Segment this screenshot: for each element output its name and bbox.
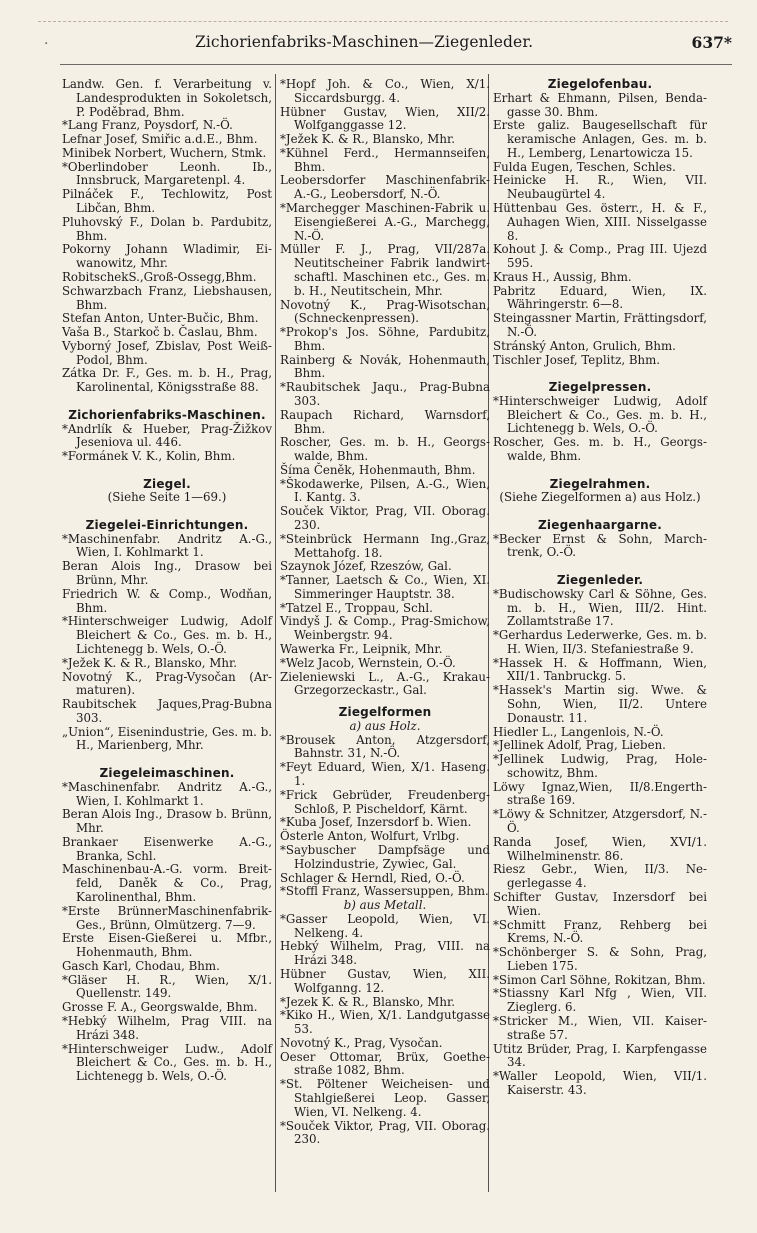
directory-entry: Gasch Karl, Chodau, Bhm. bbox=[62, 958, 220, 973]
column-right bbox=[493, 78, 707, 1098]
directory-entry: Roscher, Ges. m. b. H., Georgswalde, Bhm. bbox=[280, 435, 490, 464]
directory-entry: Tischler Josef, Teplitz, Bhm. bbox=[493, 352, 661, 367]
directory-entry: *Oberlindober Leonh. Ib., Innsbruck, Margaretenpl. 4. bbox=[62, 159, 272, 188]
page-header bbox=[60, 33, 732, 55]
section-heading: Ziegelformen bbox=[338, 705, 432, 720]
directory-entry: *Frick Gebrüder, Freudenberg-Schloß, P. Pischeldorf, Kärnt. bbox=[280, 787, 490, 816]
directory-entry: *Tatzel E., Troppau, Schl. bbox=[280, 600, 433, 615]
directory-entry: Szaynok Józef, Rzeszów, Gal. bbox=[280, 559, 452, 574]
directory-entry: *Feyt Eduard, Wien, X/1. Haseng. 1. bbox=[280, 760, 490, 789]
directory-entry: Stefan Anton, Unter-Bučic, Bhm. bbox=[62, 311, 259, 326]
directory-entry: *Hinterschweiger Ludwig, Adolf Bleichert & Co., Ges. m. b. H., Lichtenegg b. Wels, O.-Ö. bbox=[493, 393, 707, 436]
directory-entry: *Kuba Josef, Inzersdorf b. Wien. bbox=[280, 815, 472, 830]
directory-entry: Vyborný Josef, Zbislav, Post Weiß-Podol, Bhm. bbox=[62, 338, 272, 367]
directory-entry: *St. Pöltener Weicheisen- und Stahlgießerei Leop. Gasser, Wien, VI. Nelkeng. 4. bbox=[280, 1077, 490, 1119]
directory-entry: Schwarzbach Franz, Liebshausen, Bhm. bbox=[62, 283, 272, 312]
directory-entry: *Raubitschek Jaqu., Prag-Bubna 303. bbox=[280, 380, 490, 408]
directory-entry: Grosse F. A., Georgswalde, Bhm. bbox=[62, 1000, 258, 1015]
directory-entry: Erste Eisen-Gießerei u. Mfbr., Hohenmauth, Bhm. bbox=[62, 931, 272, 960]
directory-entry: *Stoffl Franz, Wassersuppen, Bhm. bbox=[280, 884, 489, 899]
directory-entry: Leobersdorfer Maschinenfabrik-A.-G., Leobersdorf, N.-Ö. bbox=[280, 173, 490, 202]
directory-entry: Lefnar Josef, Smiřic a.d.E., Bhm. bbox=[62, 132, 258, 147]
section-heading: Ziegelei-Einrichtungen. bbox=[85, 517, 249, 532]
directory-entry: *Formánek V. K., Kolin, Bhm. bbox=[62, 449, 236, 464]
running-title: Zichorienfabriks-Maschinen—Ziegenleder. bbox=[195, 33, 534, 51]
directory-entry: *Schmitt Franz, Rehberg bei Krems, N.-Ö. bbox=[493, 917, 707, 946]
directory-entry: Hübner Gustav, Wien, XII. Wolfganng. 12. bbox=[280, 966, 490, 995]
directory-entry: Hebký Wilhelm, Prag, VIII. na Hrázi 348. bbox=[280, 939, 490, 968]
section-heading: Ziegelofenbau. bbox=[547, 77, 653, 91]
directory-entry: Vindyš J. & Comp., Prag-Smichow, Weinbergstr. 94. bbox=[280, 614, 490, 643]
section-heading: Ziegelpressen. bbox=[548, 380, 652, 395]
directory-entry: Rainberg & Novák, Hohenmauth, Bhm. bbox=[280, 352, 490, 381]
directory-entry: Hüttenbau Ges. österr., H. & F., Auhagen Wien, XIII. Nisselgasse 8. bbox=[493, 201, 707, 243]
directory-entry: *Hassek H. & Hoffmann, Wien, XII/1. Tanbruckg. 5. bbox=[493, 655, 707, 684]
directory-entry: Erste galiz. Baugesellschaft für keramische Anlagen, Ges. m. b. H., Lemberg, Lenartowicza 15. bbox=[493, 118, 707, 160]
directory-entry: *Ježek K. & R., Blansko, Mhr. bbox=[280, 132, 456, 147]
spacer bbox=[493, 505, 707, 519]
directory-entry: Erhart & Ehmann, Pilsen, Bendagasse 30. Bhm. bbox=[493, 90, 707, 119]
header-rule bbox=[60, 64, 732, 65]
directory-entry: Souček Viktor, Prag, VII. Oborag. 230. bbox=[280, 504, 490, 532]
directory-entry: *Gasser Leopold, Wien, VI. Nelkeng. 4. bbox=[280, 911, 490, 940]
directory-entry: *Škodawerke, Pilsen, A.-G., Wien, I. Kantg. 3. bbox=[280, 476, 490, 505]
directory-entry: Landw. Gen. f. Verarbeitung v. Landesprodukten in Sokoletsch, P. Poděbrad, Bhm. bbox=[62, 77, 272, 119]
directory-entry: *Simon Carl Söhne, Rokitzan, Bhm. bbox=[493, 972, 706, 987]
directory-entry: *Hinterschweiger Ludw., Adolf Bleichert & Co., Ges. m. b. H., Lichtenegg b. Wels, O.-Ö. bbox=[62, 1041, 272, 1084]
directory-entry: Raupach Richard, Warnsdorf, Bhm. bbox=[280, 407, 490, 436]
directory-entry: Šíma Čeněk, Hohenmauth, Bhm. bbox=[280, 462, 476, 477]
directory-entry: Steingassner Martin, Frättingsdorf, N.-Ö. bbox=[493, 311, 707, 340]
directory-entry: Stránský Anton, Grulich, Bhm. bbox=[493, 338, 676, 353]
directory-entry: *Andrlík & Hueber, Prag-Žižkov Jeseniova ul. 446. bbox=[62, 421, 272, 450]
directory-entry: Kohout J. & Comp., Prag III. Ujezd 595. bbox=[493, 242, 707, 271]
spacer bbox=[62, 753, 272, 767]
directory-entry: Beran Alois Ing., Drasow b. Brünn, Mhr. bbox=[62, 807, 272, 836]
directory-entry: Minibek Norbert, Wuchern, Stmk. bbox=[62, 145, 267, 160]
directory-entry: *Kiko H., Wien, X/1. Landgutgasse 53. bbox=[280, 1008, 490, 1037]
directory-entry: *Kühnel Ferd., Hermannseifen, Bhm. bbox=[280, 145, 490, 174]
spacer bbox=[62, 464, 272, 478]
directory-entry: Novotný K., Prag-Wisotschan, (Schneckenpressen). bbox=[280, 297, 490, 326]
directory-entry: Fulda Eugen, Teschen, Schles. bbox=[493, 159, 676, 174]
directory-entry: Hübner Gustav, Wien, XII/2. Wolfganggasse 12. bbox=[280, 104, 490, 133]
directory-entry: Kraus H., Aussig, Bhm. bbox=[493, 269, 632, 284]
directory-entry: *Hopf Joh. & Co., Wien, X/1. Siccardsburgg. 4. bbox=[280, 77, 490, 105]
section-heading: Ziegel. bbox=[143, 476, 191, 491]
directory-entry: *Schönberger S. & Sohn, Prag, Lieben 175. bbox=[493, 945, 707, 973]
spacer bbox=[493, 560, 707, 574]
section-heading: Ziegenleder. bbox=[556, 573, 644, 587]
directory-entry: Heinicke H. R., Wien, VII. Neubaugürtel 4. bbox=[493, 173, 707, 202]
directory-entry: *Brousek Anton, Atzgersdorf, Bahnstr. 31, N.-Ö. bbox=[280, 732, 490, 761]
directory-entry: Müller F. J., Prag, VII/287a. Neutitscheiner Fabrik landwirtschaftl. Maschinen etc., Ges. m. b. H., Neutitschein, Mhr. bbox=[280, 242, 490, 298]
directory-entry: Österle Anton, Wolfurt, Vrlbg. bbox=[280, 829, 460, 844]
directory-entry: *Löwy & Schnitzer, Atzgersdorf, N.-Ö. bbox=[493, 807, 707, 836]
margin-mark: · bbox=[44, 36, 49, 52]
directory-entry: *Gerhardus Lederwerke, Ges. m. b. H. Wien, II/3. Stefaniestraße 9. bbox=[493, 628, 707, 656]
directory-entry: Pabritz Eduard, Wien, IX. Währingerstr. 6—8. bbox=[493, 283, 707, 312]
directory-entry: *Marchegger Maschinen-Fabrik u. Eisengießerei A.-G., Marchegg, N.-Ö. bbox=[280, 201, 490, 243]
directory-entry: *Erste BrünnerMaschinenfabrik-Ges., Brünn, Olmützerg. 7—9. bbox=[62, 903, 272, 932]
directory-entry: *Ježek K. & R., Blansko, Mhr. bbox=[62, 655, 238, 670]
directory-entry: Beran Alois Ing., Drasow bei Brünn, Mhr. bbox=[62, 559, 272, 588]
column-left bbox=[62, 78, 272, 1084]
directory-entry: Randa Josef, Wien, XVI/1. Wilhelminenstr. 86. bbox=[493, 834, 707, 863]
directory-entry: *Tanner, Laetsch & Co., Wien, XI. Simmeringer Hauptstr. 38. bbox=[280, 573, 490, 601]
directory-entry: *Maschinenfabr. Andritz A.-G., Wien, I. Kohlmarkt 1. bbox=[62, 531, 272, 560]
directory-entry: Pluhovský F., Dolan b. Pardubitz, Bhm. bbox=[62, 214, 272, 243]
directory-entry: *Waller Leopold, Wien, VII/1. Kaiserstr. 43. bbox=[493, 1069, 707, 1097]
directory-entry: Roscher, Ges. m. b. H., Georgswalde, Bhm. bbox=[493, 435, 707, 464]
spacer bbox=[62, 505, 272, 519]
directory-entry: *Lang Franz, Poysdorf, N.-Ö. bbox=[62, 118, 233, 133]
column-divider bbox=[275, 74, 276, 1192]
spacer bbox=[62, 395, 272, 409]
directory-entry: Pokorny Johann Wladimir, Eiwanowitz, Mhr. bbox=[62, 242, 272, 271]
directory-entry: *Jellinek Adolf, Prag, Lieben. bbox=[493, 738, 666, 753]
directory-entry: Hiedler L., Langenlois, N.-Ö. bbox=[493, 724, 664, 739]
directory-entry: Novotný K., Prag, Vysočan. bbox=[280, 1035, 443, 1050]
directory-entry: RobitschekS.,Groß-Ossegg,Bhm. bbox=[62, 269, 257, 284]
subsection-label: a) aus Holz. bbox=[349, 718, 421, 733]
directory-entry: *Hassek's Martin sig. Wwe. & Sohn, Wien, II/2. Untere Donaustr. 11. bbox=[493, 683, 707, 725]
directory-entry: Maschinenbau-A.-G. vorm. Breitfeld, Daněk & Co., Prag, Karolinenthal, Bhm. bbox=[62, 862, 272, 904]
directory-entry: Vaša B., Starkoč b. Časlau, Bhm. bbox=[62, 325, 258, 340]
spacer bbox=[493, 367, 707, 381]
column-middle bbox=[280, 78, 490, 1147]
directory-entry: *Stricker M., Wien, VII. Kaiserstraße 57. bbox=[493, 1013, 707, 1042]
directory-entry: Wawerka Fr., Leipnik, Mhr. bbox=[280, 642, 443, 657]
directory-entry: Löwy Ignaz,Wien, II/8.Engerthstraße 169. bbox=[493, 779, 707, 808]
section-heading: Zichorienfabriks-Maschinen. bbox=[68, 407, 266, 422]
directory-entry: Schifter Gustav, Inzersdorf bei Wien. bbox=[493, 889, 707, 918]
directory-entry: *Prokop's Jos. Söhne, Pardubitz, Bhm. bbox=[280, 325, 490, 353]
directory-entry: *Stiassny Karl Nfg , Wien, VII. Zieglerg. 6. bbox=[493, 986, 707, 1015]
section-heading: Ziegenhaargarne. bbox=[538, 517, 662, 532]
directory-entry: Riesz Gebr., Wien, II/3. Negerlegasse 4. bbox=[493, 862, 707, 891]
directory-entry: Zátka Dr. F., Ges. m. b. H., Prag, Karolinental, Königsstraße 88. bbox=[62, 366, 272, 395]
directory-entry: *Welz Jacob, Wernstein, O.-Ö. bbox=[280, 655, 456, 670]
cross-reference-note: (Siehe Seite 1—69.) bbox=[107, 490, 227, 505]
directory-entry: Schlager & Herndl, Ried, O.-Ö. bbox=[280, 870, 465, 885]
subsection-label: b) aus Metall. bbox=[343, 898, 427, 913]
directory-entry: *Steinbrück Hermann Ing.,Graz, Mettahofg. 18. bbox=[280, 531, 490, 560]
directory-entry: *Jellinek Ludwig, Prag, Holeschowitz, Bhm. bbox=[493, 752, 707, 780]
directory-entry: Friedrich W. & Comp., Wodňan, Bhm. bbox=[62, 586, 272, 615]
directory-entry: Oeser Ottomar, Brüx, Goethestraße 1082, Bhm. bbox=[280, 1049, 490, 1078]
directory-entry: Zieleniewski L., A.-G., Krakau-Grzegorzeckastr., Gal. bbox=[280, 669, 490, 698]
section-heading: Ziegelrahmen. bbox=[549, 476, 651, 491]
directory-entry: *Maschinenfabr. Andritz A.-G., Wien, I. Kohlmarkt 1. bbox=[62, 779, 272, 808]
directory-entry: Pilnáček F., Techlowitz, Post Libčan, Bhm. bbox=[62, 187, 272, 216]
spacer bbox=[493, 464, 707, 478]
directory-entry: *Budischowsky Carl & Söhne, Ges. m. b. H., Wien, III/2. Hint. Zollamtstraße 17. bbox=[493, 586, 707, 629]
directory-entry: *Jezek K. & R., Blansko, Mhr. bbox=[280, 994, 456, 1009]
top-dashed-rule bbox=[38, 21, 728, 22]
cross-reference-note: (Siehe Ziegelformen a) aus Holz.) bbox=[499, 490, 701, 505]
directory-entry: *Souček Viktor, Prag, VII. Oborag. 230. bbox=[280, 1118, 490, 1147]
section-heading: Ziegeleimaschinen. bbox=[99, 765, 235, 780]
directory-entry: Raubitschek Jaques,Prag-Bubna 303. bbox=[62, 697, 272, 725]
directory-entry: *Saybuscher Dampfsäge und Holzindustrie, Zywiec, Gal. bbox=[280, 842, 490, 871]
directory-entry: *Becker Ernst & Sohn, Marchtrenk, O.-Ö. bbox=[493, 531, 707, 560]
directory-entry: *Gläser H. R., Wien, X/1. Quellenstr. 149. bbox=[62, 972, 272, 1001]
directory-entry: Brankaer Eisenwerke A.-G., Branka, Schl. bbox=[62, 834, 272, 863]
directory-entry: Novotný K., Prag-Vysočan (Armaturen). bbox=[62, 669, 272, 698]
directory-entry: Utitz Brüder, Prag, I. Karpfengasse 34. bbox=[493, 1041, 707, 1070]
directory-entry: *Hinterschweiger Ludwig, Adolf Bleichert & Co., Ges. m. b. H., Lichtenegg b. Wels, O.-Ö. bbox=[62, 614, 272, 656]
page-number: 637* bbox=[691, 33, 732, 52]
directory-entry: *Hebký Wilhelm, Prag VIII. na Hrázi 348. bbox=[62, 1014, 272, 1042]
directory-entry: „Union“, Eisenindustrie, Ges. m. b. H., Marienberg, Mhr. bbox=[62, 724, 272, 753]
